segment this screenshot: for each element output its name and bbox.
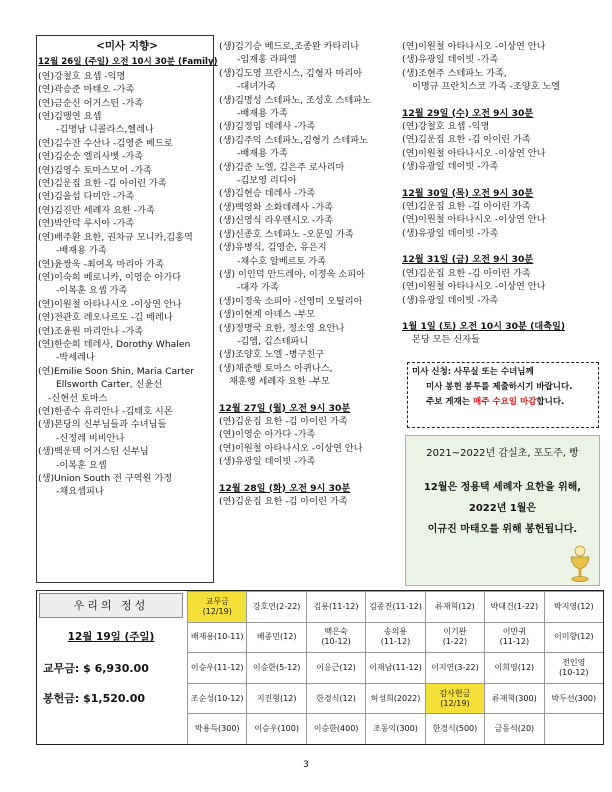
intention-line: (연)강철호 요셉 -익명 (402, 121, 490, 133)
intention-line: (생)신종호 스테파노 -오문일 가족 (219, 228, 354, 240)
intention-line: -대녀가족 (237, 81, 276, 93)
intention-line: (생)유광일 데이빗 -가족 (402, 54, 499, 66)
intention-line: -신정레 비비안나 (56, 432, 125, 444)
mass-heading: 12월 28일 (화) 오전 9시 30분 (219, 482, 351, 494)
donor-cell: 박용득(300) (187, 713, 246, 744)
intention-line: (연)김을섭 다미안 -가족 (38, 191, 135, 203)
intention-line: -김보영 리디아 (237, 175, 297, 187)
intention-line: (생) 이인덕 안드레아, 이정욱 소피아 (219, 268, 366, 280)
grid-header-cell: 감사헌금 (12/19) (425, 683, 484, 714)
donor-cell: 이재남(11-12) (365, 652, 424, 683)
donor-cell: 이지연(3-22) (425, 652, 484, 683)
intention-line: (연)김운집 요한 -김 아이린 가족 (402, 267, 531, 279)
offering-section (36, 590, 604, 745)
intention-line: (연)Emilie Soon Shin, Maria Carter (38, 365, 195, 377)
intention-line: (생)김정임 데레사 -가족 (219, 121, 316, 133)
intention-line: (연)이원철 아타나시오 -이상연 안나 (402, 281, 546, 293)
intention-line: -임재홍 라파엘 (237, 54, 297, 66)
intention-line: -이복훈 요셉 가족 (56, 285, 128, 297)
intention-line: (연)이원철 아타나시오 -이상연 안나 (402, 147, 546, 159)
grid-header-cell: 교무금 (12/19) (187, 591, 246, 622)
mass-heading: 1월 1일 (토) 오전 10시 30분 (대축일) (402, 320, 566, 332)
intention-line: (연)김맹연 요셉 (38, 111, 102, 123)
column-3 (402, 40, 602, 347)
donor-cell: 이승우(100) (246, 713, 305, 744)
intention-line: (연)김진만 세례자 요한 -가족 (38, 204, 155, 216)
intention-line: -배재용 가족 (56, 245, 107, 257)
donor-cell: 이승우(11-12) (187, 652, 246, 683)
intention-line: (생)김도영 프란시스, 김형자 마리아 (219, 67, 363, 79)
notice-line-3b: 합니다. (536, 397, 565, 407)
column-1 (38, 40, 216, 499)
sanctuary-offering-box (405, 435, 600, 586)
spacer (402, 94, 602, 101)
intention-line: (생)김명성 스테파노, 조성호 스테파노 (219, 94, 371, 106)
spacer (219, 389, 401, 396)
intention-line: (연)김운집 요한 -김 아이린 가족 (219, 496, 348, 507)
notice-label: 미사 신청: (412, 367, 452, 377)
mass-heading: 12월 26일 (주일) 오전 10시 30분 (Family) (38, 57, 218, 68)
intention-line: (생)채준행 토마스 아퀴나스, (219, 362, 333, 374)
intention-line: (생)유광일 데이빗 -가족 (402, 227, 499, 239)
offering-building-amount: 봉헌금: $1,520.00 (43, 692, 146, 705)
spacer (402, 174, 602, 181)
column-2 (219, 40, 401, 508)
intention-line: -김엠, 김스테파니 (237, 335, 309, 347)
page-number: 3 (303, 760, 309, 770)
donor-cell: 박지영(12) (544, 591, 603, 622)
intention-line: (연)윤쌍욱 -최여옥 마리아 가족 (38, 258, 164, 270)
intention-line: (연)조윤원 마리안나 -가족 (38, 325, 144, 337)
intention-line: -대자 가족 (237, 282, 279, 294)
intention-line: (연)이영순 아가다 -가족 (219, 429, 316, 441)
intention-line: (생)정명국 요한, 정소영 요안나 (219, 322, 345, 334)
intention-line: (생)김현승 데레사 -가족 (219, 188, 316, 200)
donor-cell (544, 713, 603, 744)
intention-line: (생)유광일 데이빗 -가족 (402, 294, 499, 306)
intention-line: (생)백운택 어거스틴 신부님 (38, 446, 149, 458)
intention-line: (연)전관호 레오나르도 -김 베레나 (38, 312, 173, 324)
intention-line: (생)김준 노엘, 김은주 로사리마 (219, 161, 345, 173)
intention-line: (연)이숙희 베로니카, 이영순 아가다 (38, 271, 182, 283)
intention-line: (연)한순희 데레사, Dorothy Whalen (38, 338, 191, 350)
intention-line: (연)이원철 아타나시오 -이상연 안나 (402, 214, 546, 226)
intention-line: (연)김순순 엘리사벳 -가족 (38, 151, 144, 163)
donor-cell: 이기완 (1-22) (425, 622, 484, 653)
intention-line: (생)유광일 데이빗 -가족 (219, 456, 316, 468)
donor-cell: 이미향(12) (544, 622, 603, 653)
mass-heading: 12월 27일 (월) 오전 9시 30분 (219, 402, 351, 414)
notice-line-3a: 주보 게재는 (426, 397, 473, 407)
donor-cell: 전인영 (10-12) (544, 652, 603, 683)
intention-line: -김명남 니콜라스,헬레나 (56, 124, 154, 136)
offering-mass-amount: 교무금: $ 6,930.00 (43, 662, 149, 675)
intention-line: (생)이현계 아녜스 -부모 (219, 309, 316, 321)
intention-line: (연)강철호 요셉 -익명 (38, 70, 126, 82)
intention-line: (연)김운집 요한 -김 아이린 가족 (219, 415, 348, 427)
notice-text: 사무실 또는 수녀님께 (453, 367, 534, 377)
intention-line: -신현선 토마스 (48, 392, 108, 404)
intention-line: (연)금순신 어거스틴 -가족 (38, 97, 144, 109)
green-line-2: 2022년 1월은 (468, 503, 537, 514)
intention-line: -배재용 가족 (237, 108, 288, 120)
spacer (402, 240, 602, 247)
mass-heading: 12월 30일 (목) 오전 9시 30분 (402, 187, 534, 199)
notice-line-2: 미사 봉헌 봉투를 제출하시기 바랍니다. (426, 382, 573, 392)
mass-heading: 12월 31일 (금) 오전 9시 30분 (402, 254, 534, 266)
spacer (219, 469, 401, 476)
donor-cell: 지진형(12) (246, 683, 305, 714)
intention-line: 채훈행 세례자 요한 -부모 (229, 376, 330, 388)
donor-cell: 이만귀 (11-12) (484, 622, 543, 653)
mass-request-notice (407, 362, 599, 428)
donor-grid (187, 591, 603, 744)
intention-line: (연)배주환 요한, 권차규 모니카,김홍역 (38, 231, 193, 243)
intention-line: (연)이원철 아타나시오 -이상연 안나 (402, 41, 546, 52)
donor-cell: 이응근(12) (306, 652, 365, 683)
intention-line: (연)이원철 아타나시오 -이상연 안나 (38, 298, 182, 310)
donor-cell: 배재용(10-11) (187, 622, 246, 653)
intention-line: (생)백영화 소화데레사 -가족 (219, 201, 333, 213)
offering-date: 12월 19일 (주일) (67, 631, 155, 643)
intention-line: (연)김운집 요한 -김 아이린 가족 (402, 201, 531, 213)
intention-line: (생)조현주 스테파노 가족, (402, 67, 507, 79)
donor-cell: 조순성(10-12) (187, 683, 246, 714)
intention-line: (연)김운집 요한 -김 아이린 가족 (402, 134, 531, 146)
intention-line: 이명규 프란치스코 가족 -조양호 노엘 (412, 81, 561, 93)
intention-line: (연)이원철 아타나시오 -이상연 안나 (219, 442, 363, 454)
green-line-3: 이규진 마태오를 위해 봉헌됩니다. (427, 524, 578, 535)
chalice-icon (566, 545, 594, 583)
intention-line: (생)김주익 스테파노,김형기 스테파노 (219, 134, 369, 146)
donor-cell: 이희영(12) (484, 652, 543, 683)
donor-cell: 배종민(12) (246, 622, 305, 653)
intention-line: (연)곽승준 마태오 -가족 (38, 84, 135, 96)
intention-line: 본당 모든 신자들 (412, 334, 480, 346)
donor-cell: 김종진(11-12) (365, 591, 424, 622)
notice-deadline: 매주 수요일 마감 (472, 397, 537, 407)
green-title: 2021~2022년 감실초, 포도주, 빵 (426, 448, 579, 459)
donor-cell: 이승한(5-12) (246, 652, 305, 683)
intention-line: (연)박안덕 루시아 -가족 (38, 218, 135, 230)
intention-line: -배재용 가족 (237, 148, 288, 160)
intention-line: (생)김기승 베드로,조종완 카타리나 (219, 41, 360, 52)
donor-cell: 이승한(400) (306, 713, 365, 744)
donor-cell: 류재혁(300) (484, 683, 543, 714)
donor-cell: 금동석(20) (484, 713, 543, 744)
donor-cell: 백은숙 (10-12) (306, 622, 365, 653)
green-line-1: 12월은 정용택 세례자 요한을 위해, (423, 482, 582, 493)
intention-line: (생)유병식, 김영순, 유은지 (219, 242, 327, 254)
intention-line: (생)신영식 라우렌시오 -가족 (219, 215, 333, 227)
spacer (402, 307, 602, 314)
intention-line: (연)김운집 요한 -김 아이린 가족 (38, 178, 167, 190)
intention-line: -채수호 알베르토 가족 (237, 255, 327, 267)
mass-heading: 12월 29일 (수) 오전 9시 30분 (402, 107, 534, 119)
intention-line: (생)Union South 전 구역원 가정 (38, 473, 173, 484)
offering-title: 우리의 정성 (39, 593, 183, 618)
intention-line: (생)유광일 데이빗 -가족 (402, 161, 499, 173)
intention-line: Ellsworth Carter, 신윤선 (56, 379, 163, 391)
intention-line: (연)김영수 토마스모어 -가족 (38, 164, 152, 176)
intention-line: (생)본당의 신부님들과 수녀님들 (38, 419, 167, 431)
donor-cell: 허성희(2022) (365, 683, 424, 714)
intention-line: -이복훈 요셉 (56, 459, 107, 471)
donor-cell: 박두선(300) (544, 683, 603, 714)
intention-line: (연)한종수 유리안나 -김태호 시몬 (38, 405, 173, 417)
donor-cell: 박대건(1-22) (484, 591, 543, 622)
intention-line: (생)이정욱 소피아 -신영미 오틸리아 (219, 295, 363, 307)
donor-cell: 한경식(500) (425, 713, 484, 744)
donor-cell: 조동익(300) (365, 713, 424, 744)
donor-cell: 한경식(12) (306, 683, 365, 714)
intention-line: (연)김수잔 수산나 -김영준 베드로 (38, 137, 173, 149)
intention-line: -채요셉피나 (56, 486, 104, 498)
intention-line: (생)조양호 노엘 -병구친구 (219, 349, 325, 361)
intention-line: -박세레나 (56, 352, 95, 364)
section-title: <미사 지향> (96, 40, 158, 52)
offering-summary (37, 591, 185, 744)
donor-cell: 송의용 (11-12) (365, 622, 424, 653)
donor-cell: 강호연(2-22) (246, 591, 305, 622)
donor-cell: 류재혁(12) (425, 591, 484, 622)
donor-cell: 김용(11-12) (306, 591, 365, 622)
